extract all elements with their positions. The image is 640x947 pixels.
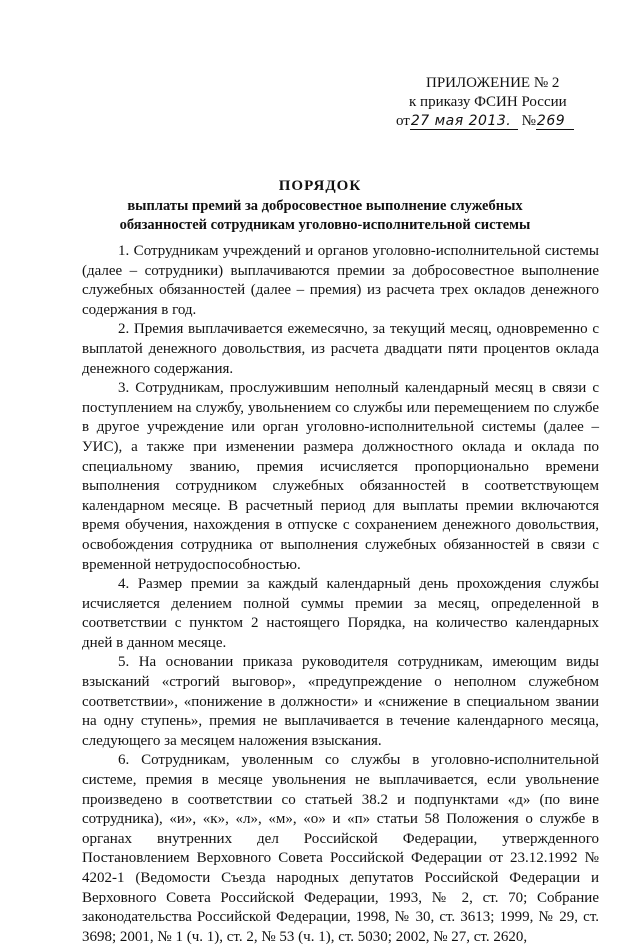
document-subtitle: выплаты премий за добросовестное выполнение служебных обязанностей сотрудникам уголовно-исполнительной системы: [119, 198, 531, 233]
paragraph-4: 4. Размер премии за каждый календарный день прохождения службы исчисляется делением полной суммы премии за месяц, определенной в соответствии с пунктом 2 настоящего Порядка, на количество календарных дней в данном месяце.: [82, 576, 599, 651]
number-prefix: №: [521, 113, 536, 129]
paragraph-3: 3. Сотрудникам, прослужившим неполный календарный месяц в связи с поступлением на службу, увольнением со службы или перемещением по службе в другое учреждение или орган уголовно-исполнительной системы (далее – УИС), а также при изменении размера должностного оклада и оклада по специальному званию, премия исчисляется пропорционально времени выполнения сотрудником служебных обязанностей в соответствующем календарном месяце. В расчетный период для выплаты премии включаются время обучения, нахождения в отпуске с сохранением денежного довольствия, освобождения сотрудника от выполнения служебных обязанностей в связи с временной нетрудоспособностью.: [82, 380, 599, 573]
appendix-order-reference: к приказу ФСИН России: [409, 94, 567, 110]
paragraph-6: 6. Сотрудникам, уволенным со службы в уголовно-исполнительной системе, премия в месяце увольнения не выплачивается, если увольнение произведено в соответствии со статьей 38.2 и подпунктами «д» (по вине сотрудника), «и», «к», «л», «м», «о» и «п» статьи 58 Положения о службе в органах внутренних дел Российской Федерации, утвержденного Постановлением Верховного Совета Российской Федерации от 23.12.1992 № 4202-1 (Ведомости Съезда народных депутатов Российской Федерации и Верховного Совета Российской Федерации, 1993, № 2, ст. 70; Собрание законодательства Российской Федерации, 1998, № 30, ст. 3613; 1999, № 29, ст. 3698; 2001, № 1 (ч. 1), ст. 2, № 53 (ч. 1), ст. 5030; 2002, № 27, ст. 2620,: [82, 752, 599, 945]
appendix-date-line: [396, 112, 626, 131]
handwritten-date: 27 мая 2013.: [410, 114, 518, 130]
appendix-number: ПРИЛОЖЕНИЕ № 2: [426, 75, 560, 91]
handwritten-number: 269: [536, 114, 574, 130]
paragraph-2: 2. Премия выплачивается ежемесячно, за текущий месяц, одновременно с выплатой денежного довольствия, из расчета двадцати пяти процентов оклада денежного содержания.: [82, 321, 599, 377]
appendix-header: [396, 74, 626, 131]
document-title: ПОРЯДОК: [278, 178, 362, 194]
document-body: [82, 242, 599, 947]
paragraph-1: 1. Сотрудникам учреждений и органов уголовно-исполнительной системы (далее – сотрудники) выплачиваются премии за добросовестное выполнение служебных обязанностей (далее – премия) из расчета трех окладов денежного содержания в год.: [82, 243, 599, 318]
from-prefix: от: [396, 113, 410, 129]
paragraph-5: 5. На основании приказа руководителя сотрудникам, имеющим виды взысканий «строгий выговор», «предупреждение о неполном служебном соответствии», «понижение в должности» и «снижение в специальном звании на одну ступень», премия не выплачивается в течение календарного месяца, следующего за месяцем наложения взыскания.: [82, 654, 599, 749]
